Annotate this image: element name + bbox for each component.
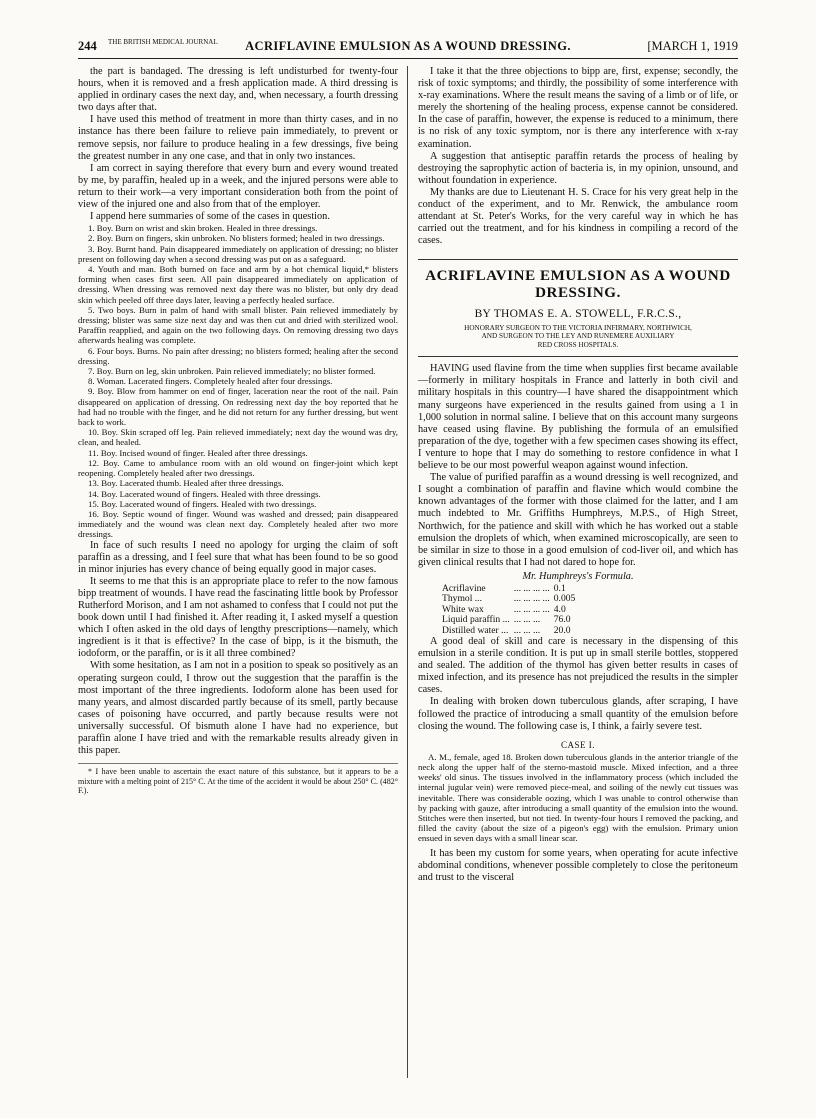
running-title: ACRIFLAVINE EMULSION AS A WOUND DRESSING. <box>245 39 571 53</box>
paragraph: I take it that the three objections to bipp are, first, expense; secondly, the risk of toxic symptoms; and thirdly, the possibility of some interference with x-ray examinations. Where the result means the saving of a limb or of life, or merely the shortening of the healing process, expense cannot be considered. In the case of paraffin, however, the expense is reduced to a minimum, there is no risk of any toxic symptom, nor is there any interference with x-ray examination. <box>418 66 738 150</box>
leader-dots: ... ... ... ... <box>513 593 550 605</box>
leader-dots: ... ... ... <box>513 624 541 636</box>
case-summary: 9. Boy. Blow from hammer on end of finger, laceration near the root of the nail. Pain disappeared on application of dressing. On redressing next day the boy reported that he had had no trouble with the finger, and he did not return for any further dressing, but went back to work. <box>78 386 398 428</box>
case-summary: 8. Woman. Lacerated fingers. Completely healed after four dressings. <box>88 376 333 387</box>
case-summary: 2. Boy. Burn on fingers, skin unbroken. No blisters formed; healed in two dressings. <box>88 233 385 244</box>
case-summary: 5. Two boys. Burn in palm of hand with small blister. Pain relieved immediately by dressing; blister was same size next day and was then cut and dried with sterilized wool. Paraffin reapplied, and again on the two following days. On removing dressing two days afterwards healing was complete. <box>78 304 398 346</box>
case-summary: 12. Boy. Came to ambulance room with an old wound on finger-joint which kept reopening. Completely healed after two dressings. <box>78 457 398 479</box>
amount: 76.0 <box>553 614 571 626</box>
case-summary: 7. Boy. Burn on leg, skin unbroken. Pain relieved immediately; no blister formed. <box>88 366 376 377</box>
left-column <box>78 66 398 795</box>
ingredient: Distilled water ... <box>442 624 509 636</box>
page-number: 244 <box>78 39 97 53</box>
case-summary: 15. Boy. Lacerated wound of fingers. Healed with two dressings. <box>88 498 317 509</box>
paragraph: HAVING used flavine from the time when supplies first became available—formerly in military hospitals in France and latterly in both civil and military hospitals in this country—I have shared the disappointment which many surgeons have experienced in the results gained from using a 1 in 1,000 solution in normal saline. I believe that on this account many surgeons have ceased using flavine. By publishing the formula of an emulsified preparation of the dye, together with a few specimen cases showing its effect, I venture to hope that I may do something to restore confidence in what I believe to be our most powerful weapon against wound infection. <box>418 363 738 472</box>
ingredient: Acriflavine <box>442 582 486 594</box>
ingredient: Liquid paraffin ... <box>442 614 510 626</box>
amount: 0.005 <box>553 593 576 605</box>
paragraph: My thanks are due to Lieutenant H. S. Crace for his very great help in the conduct of the experiment, and to Mr. Renwick, the ambulance room attendant at St. Peter's Works, for the very careful way in which he has carried out the treatment, and for his kindness in compiling a record of the cases. <box>418 186 738 247</box>
affiliation-line: HONORARY SURGEON TO THE VICTORIA INFIRMARY, NORTHWICH, <box>464 323 692 332</box>
leader-dots: ... ... ... ... <box>513 603 550 615</box>
paragraph: With some hesitation, as I am not in a position to speak so positively as an operating surgeon could, I throw out the suggestion that the paraffin is the most important of the three ingredients. Iodoform alone has been used for many years, and almost discarded partly because of its smell, partly because cases of poisoning have occurred, and partly because results were not universally successful. Of bismuth alone I have had no experience, but paraffin alone I have tried and with the remarkable results already given in this paper. <box>78 660 398 757</box>
paragraph: It seems to me that this is an appropriate place to refer to the now famous bipp treatment of wounds. I have read the fascinating little book by Professor Rutherford Morison, and I am not ashamed to confess that I could not put the book down until I had finished it. After reading it, I asked myself a question which I often asked in the old days of lengthy prescriptions—namely, which ingredient is it that is effective? In the case of bipp, is it the bismuth, the iodoform, or the paraffin, or is it all three combined? <box>78 575 398 660</box>
page-header <box>78 36 738 59</box>
paragraph: the part is bandaged. The dressing is left undisturbed for twenty-four hours, when it is removed and a fresh application made. A third dressing is applied in ordinary cases the next day, and, when necessary, a fourth dressing two days after that. <box>78 66 398 114</box>
case-summary: 10. Boy. Skin scraped off leg. Pain relieved immediately; next day the wound was dry, clean, and healed. <box>78 427 398 448</box>
paragraph: In face of such results I need no apology for urging the claim of soft paraffin as a dressing, and I feel sure that what has been found to be so good in minor injuries has every chance of being equally good in major cases. <box>78 539 398 575</box>
article-rule <box>418 259 738 260</box>
paragraph: I am correct in saying therefore that every burn and every wound treated by me, by paraffin, healed up in a week, and the injured persons were able to return to their work—a very important consideration both from the point of view of the injured one and also from that of the employer. <box>78 162 398 211</box>
affiliation-line: AND SURGEON TO THE LEY AND RUNEMERE AUXILIARY <box>481 332 675 341</box>
paragraph: In dealing with broken down tuberculous glands, after scraping, I have followed the practice of introducing a small quantity of the emulsion before closing the wound. The following case is, I think, a fairly severe test. <box>418 696 738 732</box>
case-summary: 13. Boy. Lacerated thumb. Healed after three dressings. <box>88 478 284 489</box>
paragraph: A suggestion that antiseptic paraffin retards the process of healing by destroying the saprophytic action of bacteria is, in my opinion, unsound, and without foundation in experience. <box>418 150 738 186</box>
article-rule <box>418 356 738 357</box>
issue-date: [MARCH 1, 1919 <box>647 39 738 53</box>
ingredient: Thymol ... <box>442 593 482 605</box>
formula-title: Mr. Humphreys's Formula. <box>522 570 634 582</box>
case-summary: 6. Four boys. Burns. No pain after dressing; no blisters formed; healing after the second dressing. <box>78 345 398 366</box>
article-title <box>418 268 738 302</box>
column-divider <box>407 66 408 1078</box>
article-author: BY THOMAS E. A. STOWELL, F.R.C.S., <box>474 308 682 321</box>
case-summary: 14. Boy. Lacerated wound of fingers. Healed with three dressings. <box>88 488 321 499</box>
case-summary: 3. Boy. Burnt hand. Pain disappeared immediately on application of dressing; no blister present on following day when a second dressing was put on as a safeguard. <box>78 243 398 264</box>
case-heading: CASE I. <box>560 739 595 750</box>
journal-name: THE BRITISH MEDICAL JOURNAL <box>108 38 218 46</box>
paragraph: I have used this method of treatment in more than thirty cases, and in no instance has there been failure to relieve pain immediately, to prevent or remove sepsis, nor failure to produce healing in a few dressings, five being the greatest number in any one case, and that in only two instances. <box>78 114 398 162</box>
article-title-line: ACRIFLAVINE EMULSION AS A WOUND <box>425 268 731 285</box>
ingredient: White wax <box>442 603 484 615</box>
case-summary: 1. Boy. Burn on wrist and skin broken. Healed in three dressings. <box>88 223 318 234</box>
author-affiliation <box>418 324 738 350</box>
paragraph: It has been my custom for some years, when operating for acute infective abdominal conditions, whenever possible completely to close the peritoneum and trust to the visceral <box>418 847 738 883</box>
affiliation-line: RED CROSS HOSPITALS. <box>537 340 619 349</box>
formula-table <box>442 584 579 636</box>
amount: 20.0 <box>553 624 571 636</box>
amount: 0.1 <box>553 582 566 594</box>
right-column <box>418 66 738 884</box>
footnote: * I have been unable to ascertain the exact nature of this substance, but it appears to be a mixture with a melting point of 215° C. At the time of the accident it would be about 250° C. (482° F.). <box>78 763 398 795</box>
article-title-line: DRESSING. <box>535 285 621 302</box>
case-summary: 16. Boy. Septic wound of finger. Wound was washed and dressed; pain disappeared immediately and the wound was clean next day. Completely healed after two more dressings. <box>78 508 398 540</box>
paragraph: A good deal of skill and care is necessary in the dispensing of this emulsion in a sterile condition. It is put up in small sterile bottles, stoppered and sealed. The addition of the thymol has given better results in cases of mixed infection, and its presence has not prejudiced the results in the simpler cases. <box>418 636 738 696</box>
paragraph: The value of purified paraffin as a wound dressing is well recognized, and I sought a combination of paraffin and flavine which would combine the known advantages of the former with those claimed for the latter, and I am much indebted to Mr. Griffiths Humphreys, M.P.S., of High Street, Northwich, for the patience and skill with which he has worked out a stable emulsion the droplets of which, when examined microscopically, are seen to be similar in size to those in a good emulsion of cod-liver oil, and which has given clinical results that I had not dared to hope for. <box>418 472 738 568</box>
leader-dots: ... ... ... <box>513 614 541 626</box>
formula-row <box>442 626 579 636</box>
amount: 4.0 <box>553 603 566 615</box>
case-summary: 11. Boy. Incised wound of finger. Healed after three dressings. <box>88 447 308 458</box>
paragraph: I append here summaries of some of the cases in question. <box>90 211 330 223</box>
case-summary: 4. Youth and man. Both burned on face and arm by a hot chemical liquid,* blisters forming when cases first seen. All pain disappeared immediately on application of dressing. When dressing was removed next day there was no blister, but only dry dead skin which peeled off three days later, leaving a perfectly healed surface. <box>78 264 398 305</box>
leader-dots: ... ... ... ... <box>513 582 550 594</box>
case-report: A. M., female, aged 18. Broken down tuberculous glands in the anterior triangle of the neck along the upper half of the sterno-mastoid muscle. Mixed infection, and a three weeks' old sinus. The tissues involved in the inflammatory process (which included the internal jugular vein) were removed piece-meal, and soiling of the newly cut tissues was inevitable. There was considerable oozing, which I was unable to control otherwise than by packing with gauze, after introducing a small quantity of the emulsion into the wound. Stitches were then inserted, but not tied. In twenty-four hours I removed the packing, and filled the cavity (about the size of a pigeon's egg) with the emulsion. Primary union ensued in seven days with a small linear scar. <box>418 751 738 844</box>
